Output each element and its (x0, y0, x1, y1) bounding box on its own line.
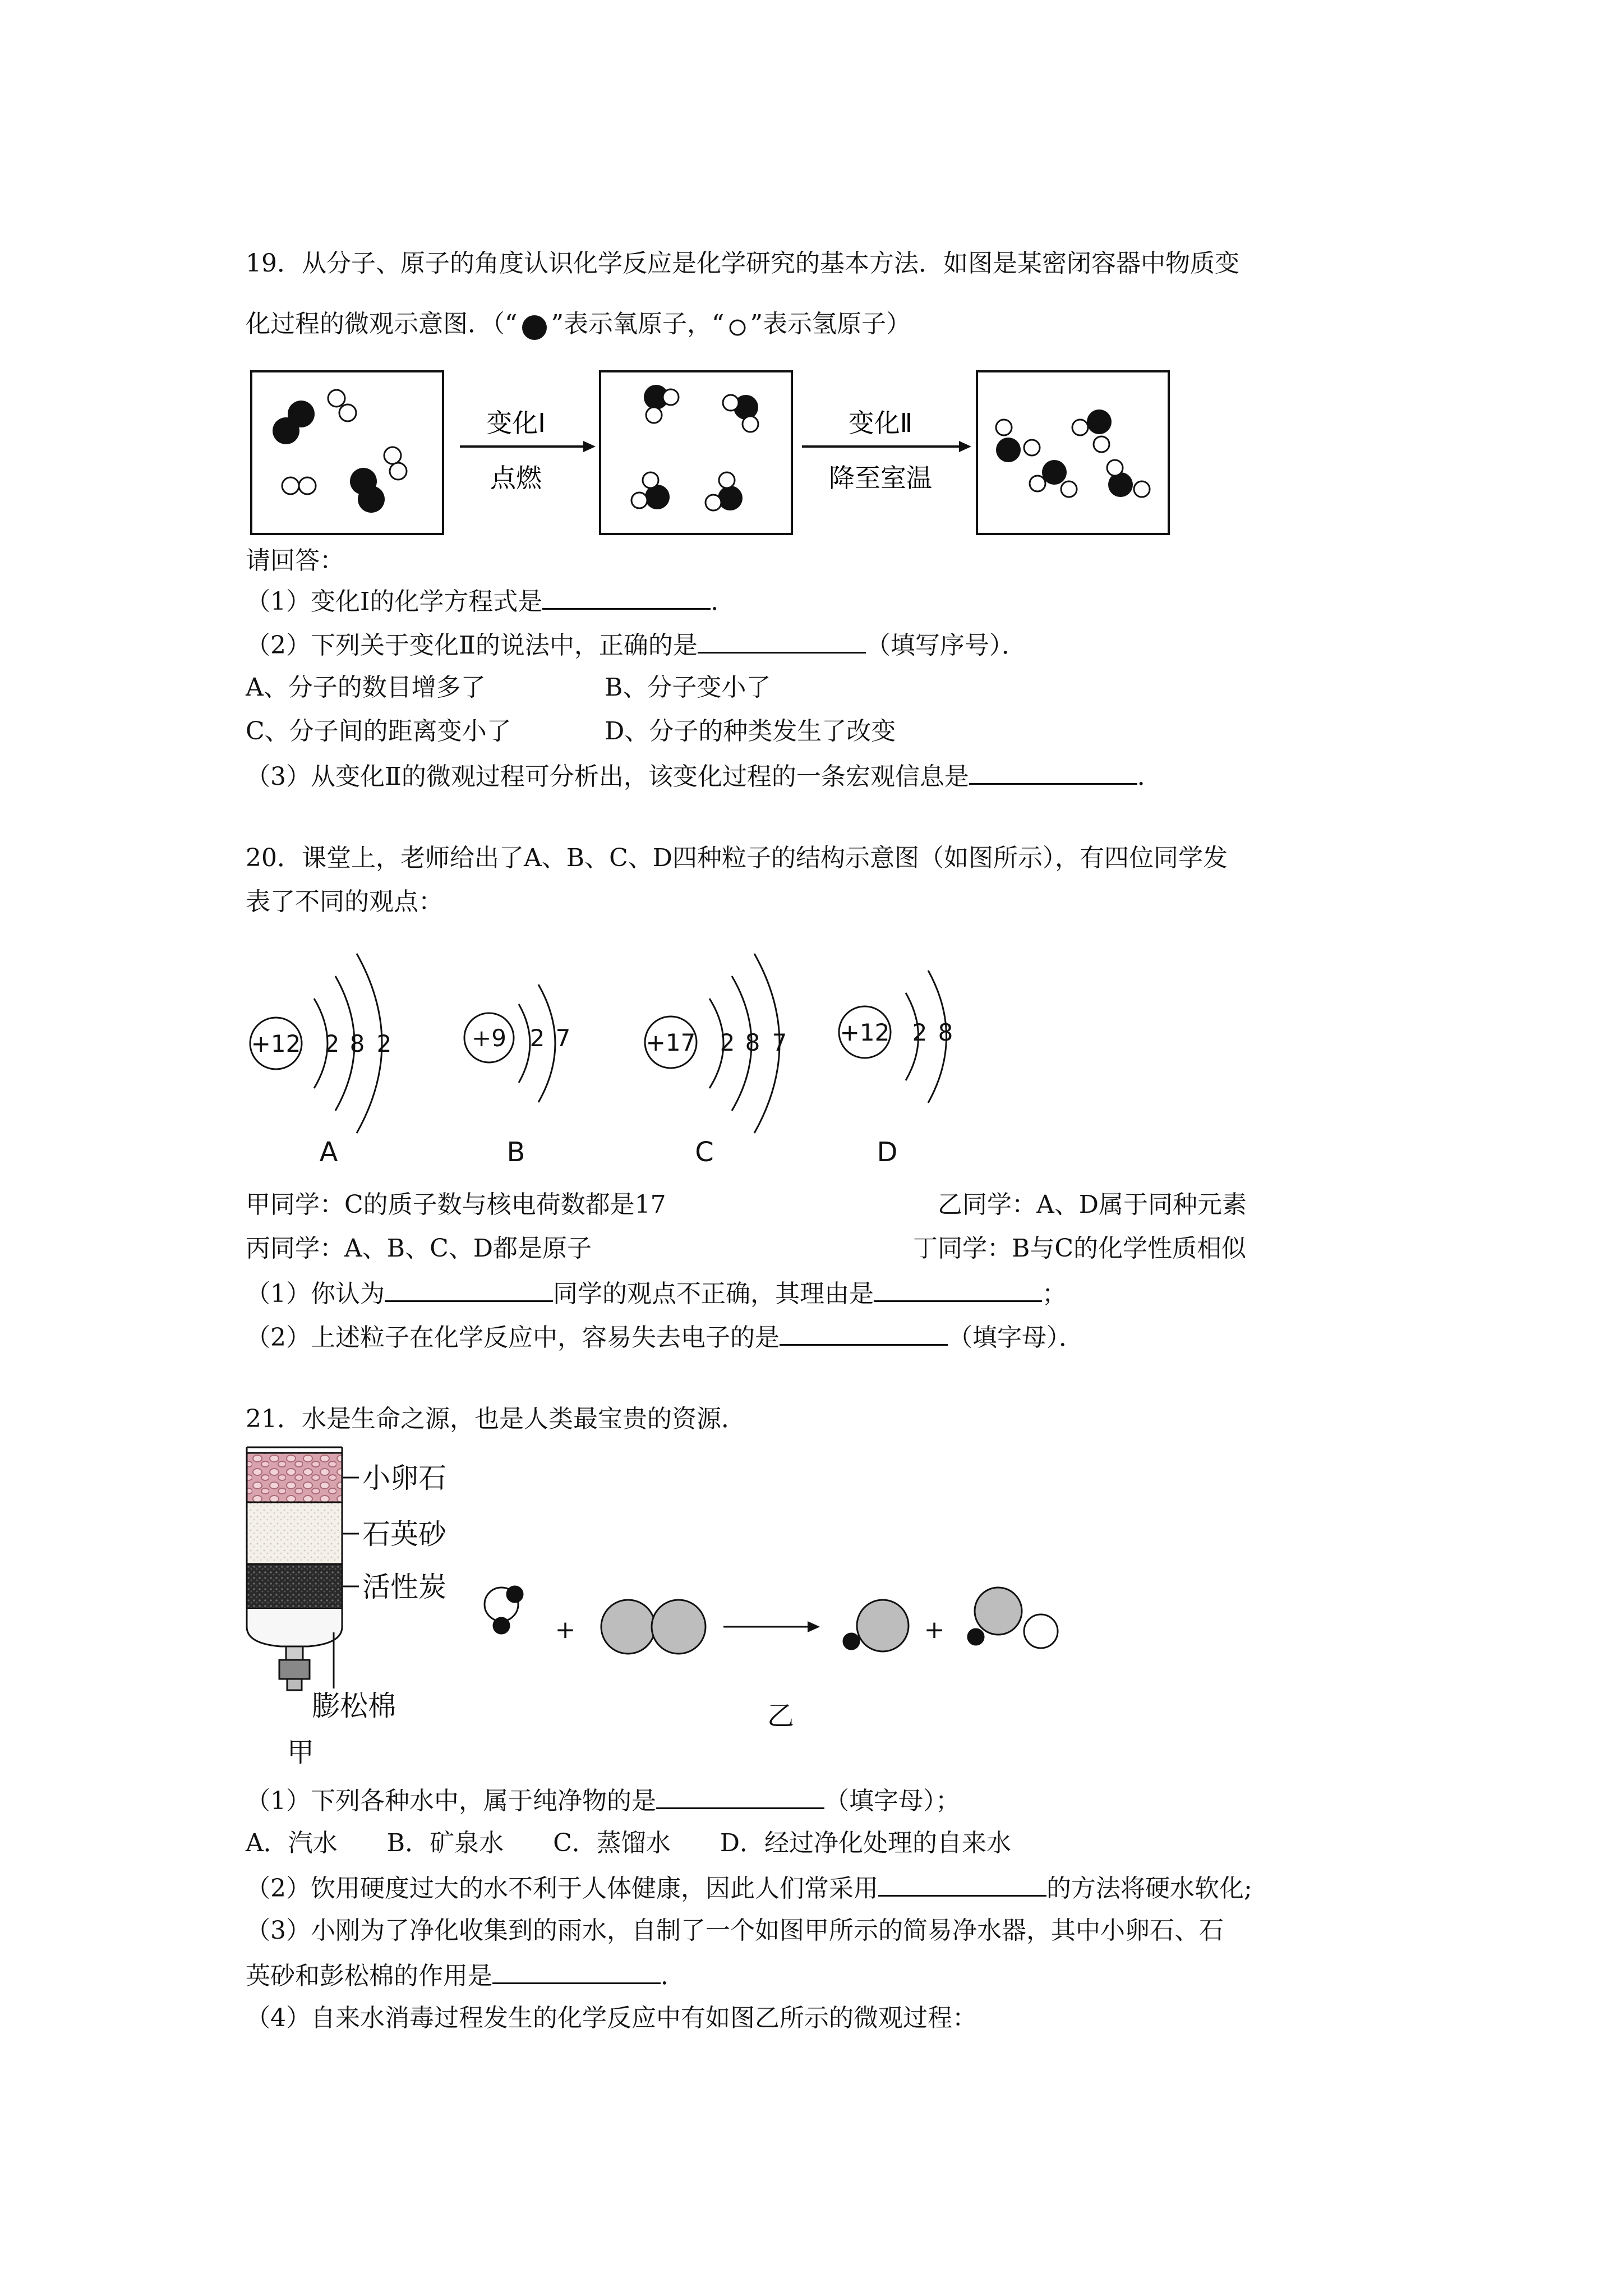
q20-student-jia: 甲同学：C的质子数与核电荷数都是17 (246, 1190, 666, 1219)
particle-d-shell2: 8 (938, 1019, 953, 1046)
quartz-sand-layer (247, 1502, 342, 1564)
particle-a-shell3: 2 (376, 1030, 392, 1057)
particle-d-label: D (877, 1137, 898, 1168)
q21-blank3[interactable] (492, 1958, 661, 1984)
particle-a-nucleus: +12 (251, 1030, 301, 1057)
q19-prompt: 请回答： (246, 546, 344, 575)
q20-student-yi: 乙同学：A、D属于同种元素 (938, 1190, 1247, 1219)
change1-condition: 点燃 (490, 463, 542, 493)
q20-stem-line2: 表了不同的观点： (246, 887, 443, 916)
change2-condition: 降至室温 (829, 463, 932, 493)
q21-sub1-options: A．汽水 B．矿泉水 C．蒸馏水 D．经过净化处理的自来水 (246, 1829, 1012, 1857)
figure-yi-label: 乙 (767, 1700, 795, 1732)
q19-option-a: A、分子的数目增多了 (246, 673, 486, 702)
q21-sub4: （4）自来水消毒过程发生的化学反应中有如图乙所示的微观过程： (246, 2004, 977, 2032)
change1-label: 变化Ⅰ (486, 408, 546, 438)
filter-label-pebble: 小卵石 (362, 1462, 446, 1494)
q19-option-c: C、分子间的距离变小了 (246, 717, 511, 746)
svg-text:+: + (555, 1616, 576, 1644)
activated-carbon-layer (247, 1564, 342, 1609)
q19-sub2: （2）下列关于变化Ⅱ的说法中，正确的是 （填写序号）． (246, 627, 1026, 662)
q19-sub1: （1）变化Ⅰ的化学方程式是 ． (246, 583, 735, 619)
filter-label-carbon: 活性炭 (362, 1571, 446, 1603)
particle-c-label: C (695, 1137, 714, 1168)
q21-blank2[interactable] (878, 1870, 1046, 1897)
tap-icon (279, 1660, 310, 1679)
q21-sub3-line1: （3）小刚为了净化收集到的雨水，自制了一个如图甲所示的简易净水器，其中小卵石、石 (246, 1916, 1224, 1945)
particle-b-nucleus: +9 (472, 1024, 506, 1052)
q19-sub3: （3）从变化Ⅱ的微观过程可分析出，该变化过程的一条宏观信息是 ． (246, 758, 1162, 794)
figure-jia-label: 甲 (287, 1737, 315, 1768)
q20-sub2: （2）上述粒子在化学反应中，容易失去电子的是 （填字母）． (246, 1319, 1083, 1355)
q19-option-d: D、分子的种类发生了改变 (605, 717, 896, 746)
q21-stem: 21．水是生命之源，也是人类最宝贵的资源． (246, 1405, 746, 1433)
particle-c-shell2: 8 (745, 1029, 760, 1056)
particle-d-shell1: 2 (912, 1019, 928, 1046)
q19-stem-line2: 化过程的微观示意图．（“ ”表示氧原子，“ ”表示氢原子） (246, 307, 911, 341)
q19-stem-line1: 19．从分子、原子的角度认识化学反应是化学研究的基本方法．如图是某密闭容器中物质变 (246, 249, 1239, 278)
particle-c-shell1: 2 (720, 1029, 735, 1056)
q20-sub1: （1）你认为 同学的观点不正确，其理由是 ； (246, 1276, 1067, 1311)
particle-a-label: A (319, 1137, 338, 1168)
q21-blank1[interactable] (656, 1783, 824, 1809)
q21-sub2: （2）饮用硬度过大的水不利于人体健康，因此人们常采用 的方法将硬水软化; (246, 1870, 1252, 1906)
particle-c-nucleus: +17 (645, 1029, 696, 1056)
particle-a-shell1: 2 (324, 1030, 340, 1057)
filter-label-cotton: 膨松棉 (312, 1690, 396, 1722)
pebble-layer (247, 1453, 342, 1502)
filter-label-sand: 石英砂 (362, 1518, 446, 1550)
change2-label: 变化Ⅱ (848, 408, 913, 438)
particle-c-shell3: 7 (772, 1029, 787, 1056)
svg-text:+: + (924, 1616, 945, 1644)
particle-b-shell2: 7 (555, 1024, 571, 1052)
particle-b-shell1: 2 (529, 1024, 545, 1052)
q20-stem-line1: 20．课堂上，老师给出了A、B、C、D四种粒子的结构示意图（如图所示），有四位同学发 (246, 844, 1228, 872)
particle-d-nucleus: +12 (840, 1019, 890, 1046)
q21-sub1: （1）下列各种水中，属于纯净物的是 （填字母）； (246, 1783, 960, 1818)
q20-student-bing: 丙同学：A、B、C、D都是原子 (246, 1234, 592, 1263)
q20-student-ding: 丁同学：B与C的化学性质相似 (913, 1234, 1246, 1263)
particle-b-label: B (506, 1137, 525, 1168)
q21-sub3-line2: 英砂和彭松棉的作用是 ． (246, 1958, 685, 1993)
cotton-layer (247, 1609, 342, 1646)
q19-option-b: B、分子变小了 (605, 673, 771, 702)
particle-a-shell2: 8 (349, 1030, 365, 1057)
